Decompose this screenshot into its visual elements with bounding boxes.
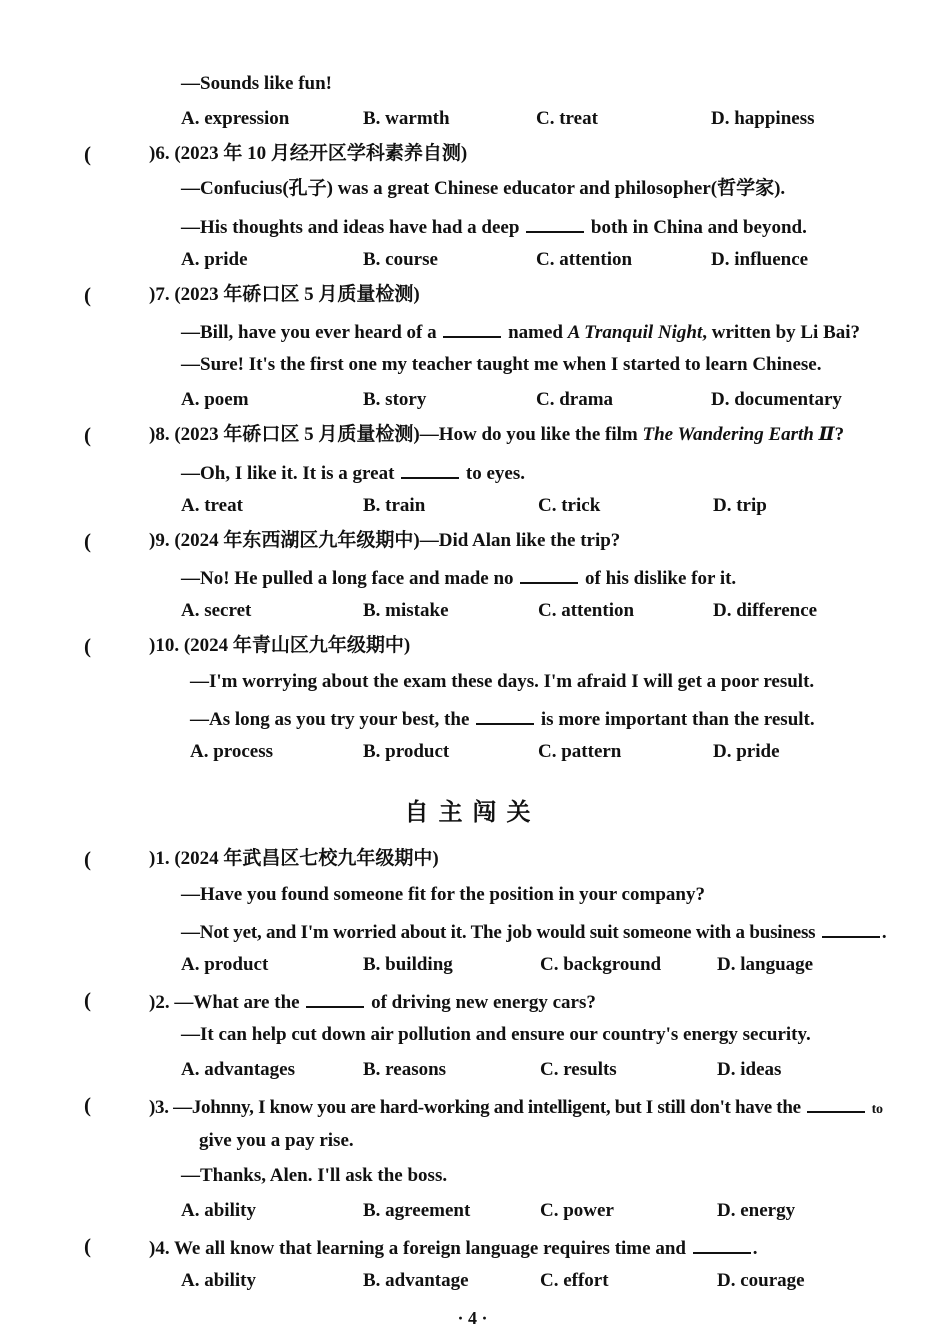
- poem-title: A Tranquil Night: [567, 322, 703, 343]
- text: —Oh, I like it. It is a great: [181, 463, 395, 484]
- answer-paren: (: [84, 529, 91, 553]
- option-c: C. results: [540, 1059, 617, 1080]
- answer-paren: (: [84, 634, 91, 658]
- dialogue-line: —Sounds like fun!: [181, 73, 333, 94]
- answer-blank: [401, 459, 459, 479]
- text: ?: [834, 424, 845, 445]
- option-d: D. ideas: [717, 1059, 782, 1080]
- answer-blank: [693, 1234, 751, 1254]
- option-b: B. train: [363, 495, 426, 516]
- answer-paren: (: [84, 988, 91, 1012]
- answer-blank: [520, 564, 578, 584]
- option-c: C. power: [540, 1200, 614, 1221]
- text: both in China and beyond.: [590, 217, 807, 238]
- option-a: A. ability: [181, 1270, 256, 1291]
- dialogue-line: [181, 564, 736, 591]
- option-d: D. energy: [717, 1200, 796, 1221]
- option-d: D. difference: [713, 600, 818, 621]
- dialogue-line: [181, 459, 525, 486]
- option-c: C. attention: [538, 600, 635, 621]
- option-b: B. advantage: [363, 1270, 469, 1291]
- dialogue-line: —Have you found someone fit for the position in your company?: [181, 884, 705, 905]
- option-d: D. language: [717, 954, 814, 975]
- answer-paren: (: [84, 142, 91, 166]
- option-b: B. course: [363, 249, 438, 270]
- answer-paren: (: [84, 847, 91, 871]
- dialogue-line: —Thanks, Alen. I'll ask the boss.: [181, 1165, 448, 1186]
- option-a: A. pride: [181, 249, 248, 270]
- page-number: · 4 ·: [457, 1308, 488, 1328]
- dialogue-line: [181, 318, 860, 345]
- option-b: B. mistake: [363, 600, 449, 621]
- text: —His thoughts and ideas have had a deep: [181, 217, 520, 238]
- option-c: C. pattern: [538, 741, 622, 762]
- dialogue-line: give you a pay rise.: [199, 1130, 354, 1151]
- film-part: Ⅱ: [818, 424, 835, 445]
- option-d: D. pride: [713, 741, 780, 762]
- section-title: 自主闯关: [404, 798, 541, 826]
- text: .: [752, 1238, 758, 1259]
- answer-paren: (: [84, 1234, 91, 1258]
- text: )8. (2023 年硚口区 5 月质量检测)—How do you like the film: [149, 424, 638, 445]
- answer-blank: [476, 705, 534, 725]
- answer-blank: [822, 918, 880, 938]
- option-a: A. product: [181, 954, 269, 975]
- option-b: B. agreement: [363, 1200, 471, 1221]
- option-d: D. courage: [717, 1270, 805, 1291]
- option-d: D. happiness: [711, 108, 815, 129]
- text: —Bill, have you ever heard of a: [181, 322, 437, 343]
- question-header: [149, 1234, 757, 1261]
- text: of driving new energy cars?: [371, 992, 596, 1013]
- answer-blank: [443, 318, 501, 338]
- answer-blank: [807, 1093, 865, 1113]
- option-a: A. expression: [181, 108, 290, 129]
- text: )3. —Johnny, I know you are hard-working and intelligent, but I still don't have the: [149, 1097, 801, 1118]
- option-b: B. product: [363, 741, 450, 762]
- answer-blank: [306, 988, 364, 1008]
- dialogue-line: [181, 213, 807, 240]
- dialogue-line: —I'm worrying about the exam these days. I'm afraid I will get a poor result.: [190, 671, 815, 692]
- answer-paren: (: [84, 1093, 91, 1117]
- text: )4. We all know that learning a foreign language requires time and: [149, 1238, 686, 1259]
- text: —Not yet, and I'm worried about it. The job would suit someone with a business: [181, 922, 816, 943]
- film-title: The Wandering Earth: [642, 424, 814, 445]
- option-a: A. secret: [181, 600, 252, 621]
- text: —No! He pulled a long face and made no: [181, 568, 514, 589]
- question-header: )6. (2023 年 10 月经开区学科素养自测): [149, 143, 468, 164]
- answer-paren: (: [84, 423, 91, 447]
- dialogue-line: —Confucius(孔子) was a great Chinese educator and philosopher(哲学家).: [181, 178, 786, 199]
- option-b: B. reasons: [363, 1059, 447, 1080]
- option-a: A. ability: [181, 1200, 256, 1221]
- option-c: C. drama: [536, 389, 614, 410]
- text: —As long as you try your best, the: [190, 709, 470, 730]
- option-c: C. trick: [538, 495, 601, 516]
- question-header: )9. (2024 年东西湖区九年级期中)—Did Alan like the trip?: [149, 530, 621, 551]
- option-d: D. influence: [711, 249, 809, 270]
- dialogue-line: —It can help cut down air pollution and ensure our country's energy security.: [181, 1024, 811, 1045]
- option-d: D. trip: [713, 495, 767, 516]
- text: is more important than the result.: [540, 709, 815, 730]
- option-b: B. warmth: [363, 108, 450, 129]
- question-header: )10. (2024 年青山区九年级期中): [149, 635, 411, 656]
- question-header: )7. (2023 年硚口区 5 月质量检测): [149, 284, 420, 305]
- option-c: C. background: [540, 954, 662, 975]
- option-a: A. process: [190, 741, 274, 762]
- text: )2. —What are the: [149, 992, 300, 1013]
- option-c: C. effort: [540, 1270, 609, 1291]
- text: , written by Li Bai?: [702, 322, 861, 343]
- dialogue-line: [190, 705, 815, 732]
- answer-blank: [526, 213, 584, 233]
- option-c: C. attention: [536, 249, 633, 270]
- question-header: [149, 423, 844, 447]
- text: of his dislike for it.: [585, 568, 737, 589]
- option-a: A. treat: [181, 495, 243, 516]
- text: to: [871, 1102, 883, 1117]
- text: to eyes.: [465, 463, 525, 484]
- question-header: [149, 988, 596, 1015]
- question-header: )1. (2024 年武昌区七校九年级期中): [149, 848, 439, 869]
- question-header: [149, 1093, 883, 1122]
- option-d: D. documentary: [711, 389, 842, 410]
- option-a: A. advantages: [181, 1059, 296, 1080]
- dialogue-line: —Sure! It's the first one my teacher taught me when I started to learn Chinese.: [181, 354, 822, 375]
- option-c: C. treat: [536, 108, 598, 129]
- option-b: B. story: [363, 389, 427, 410]
- option-a: A. poem: [181, 389, 249, 410]
- option-b: B. building: [363, 954, 453, 975]
- answer-paren: (: [84, 283, 91, 307]
- text: named: [508, 322, 564, 343]
- dialogue-line: [181, 918, 886, 945]
- text: .: [881, 922, 887, 943]
